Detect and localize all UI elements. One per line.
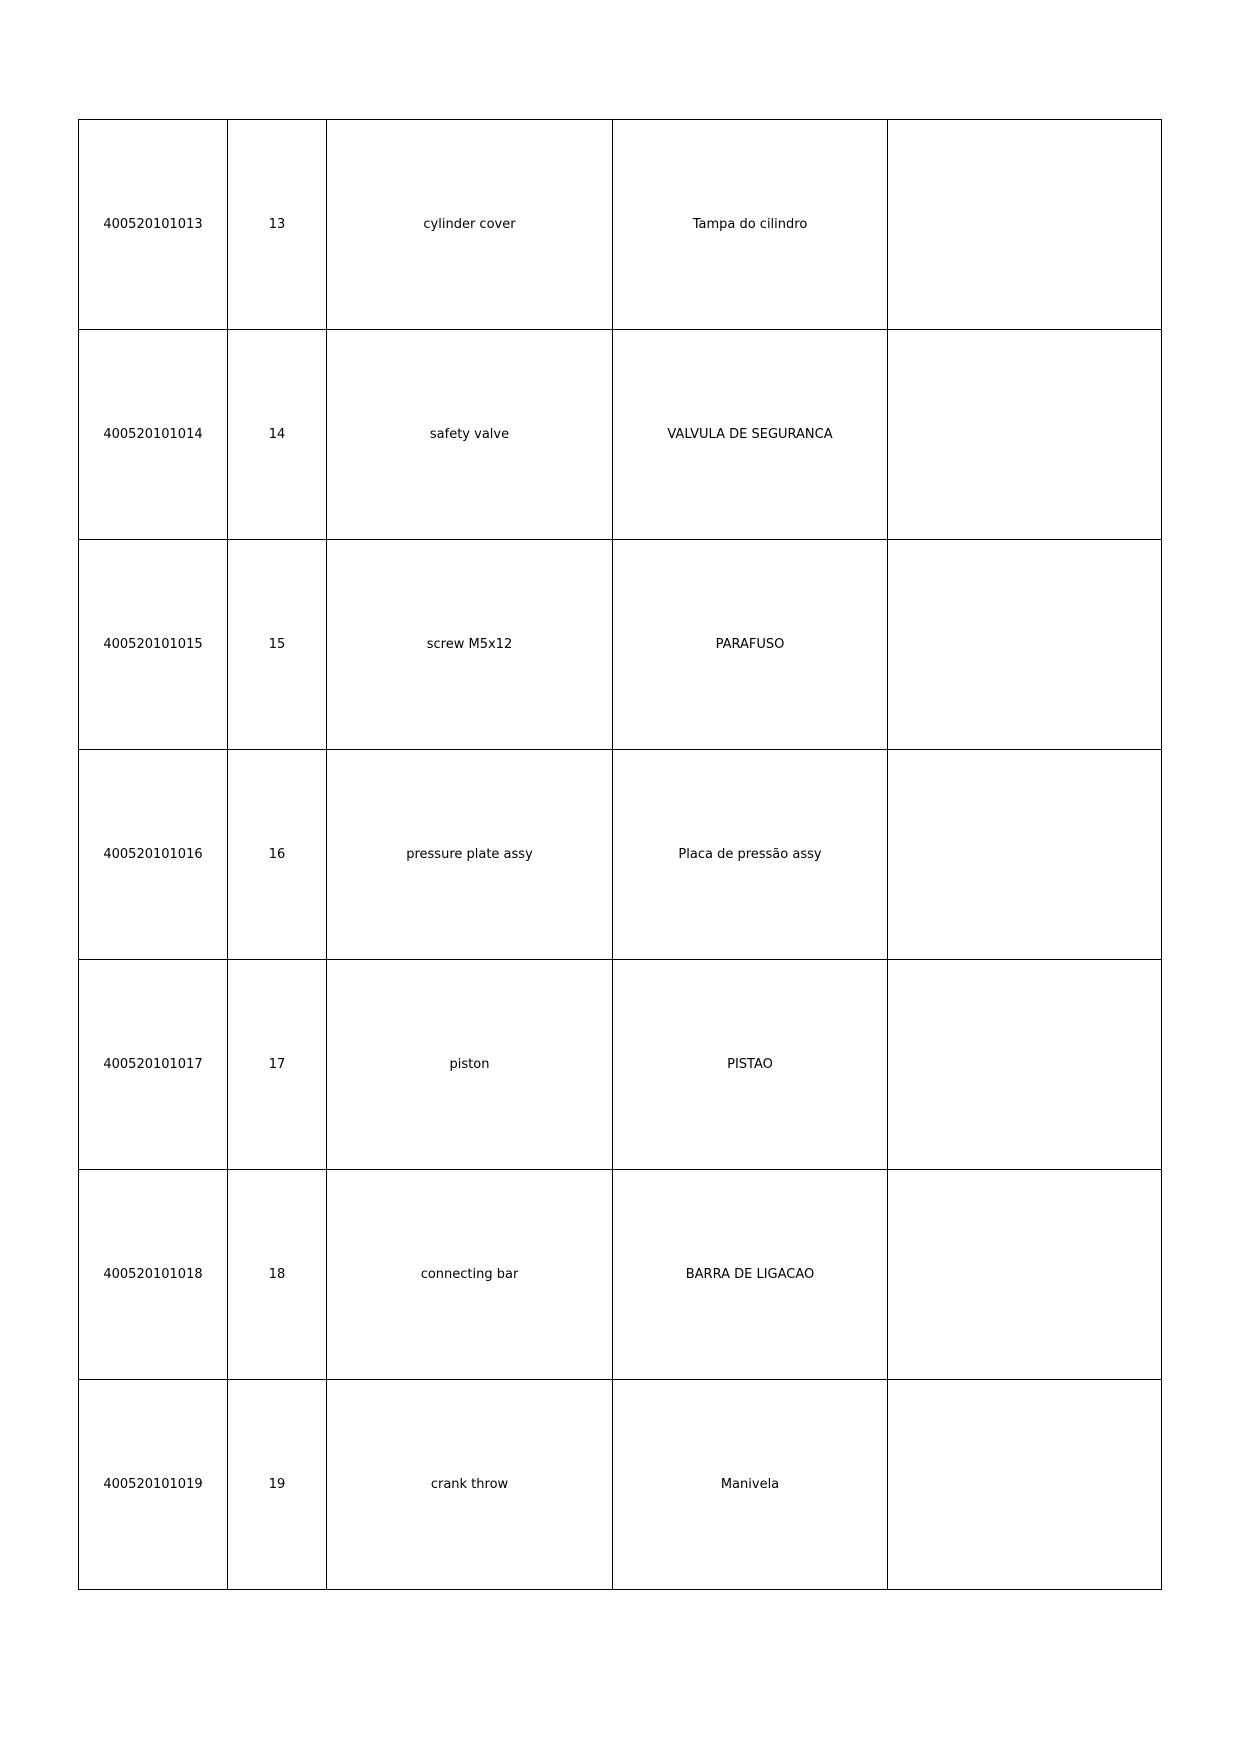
table-row (79, 120, 1162, 330)
part-code-cell: 400520101017 (79, 960, 228, 1170)
part-code-cell: 400520101019 (79, 1380, 228, 1590)
description-pt-cell: Manivela (613, 1380, 888, 1590)
item-number-cell: 13 (228, 120, 327, 330)
description-pt-cell: PARAFUSO (613, 540, 888, 750)
part-code-cell: 400520101018 (79, 1170, 228, 1380)
part-code-cell: 400520101014 (79, 330, 228, 540)
table-row (79, 750, 1162, 960)
item-number-cell: 18 (228, 1170, 327, 1380)
description-en-cell: cylinder cover (327, 120, 613, 330)
table-row (79, 960, 1162, 1170)
blank-cell (888, 120, 1162, 330)
item-number-cell: 19 (228, 1380, 327, 1590)
description-pt-cell: Tampa do cilindro (613, 120, 888, 330)
blank-cell (888, 330, 1162, 540)
description-pt-cell: VALVULA DE SEGURANCA (613, 330, 888, 540)
description-en-cell: connecting bar (327, 1170, 613, 1380)
part-code-cell: 400520101016 (79, 750, 228, 960)
description-pt-cell: BARRA DE LIGACAO (613, 1170, 888, 1380)
blank-cell (888, 1380, 1162, 1590)
table-row (79, 1170, 1162, 1380)
item-number-cell: 15 (228, 540, 327, 750)
description-pt-cell: PISTAO (613, 960, 888, 1170)
parts-table (78, 119, 1162, 1590)
table-row (79, 1380, 1162, 1590)
blank-cell (888, 750, 1162, 960)
part-code-cell: 400520101015 (79, 540, 228, 750)
description-en-cell: pressure plate assy (327, 750, 613, 960)
item-number-cell: 17 (228, 960, 327, 1170)
description-en-cell: piston (327, 960, 613, 1170)
description-en-cell: screw M5x12 (327, 540, 613, 750)
item-number-cell: 14 (228, 330, 327, 540)
description-en-cell: safety valve (327, 330, 613, 540)
blank-cell (888, 1170, 1162, 1380)
part-code-cell: 400520101013 (79, 120, 228, 330)
description-en-cell: crank throw (327, 1380, 613, 1590)
item-number-cell: 16 (228, 750, 327, 960)
description-pt-cell: Placa de pressão assy (613, 750, 888, 960)
blank-cell (888, 960, 1162, 1170)
blank-cell (888, 540, 1162, 750)
table-row (79, 330, 1162, 540)
table-row (79, 540, 1162, 750)
